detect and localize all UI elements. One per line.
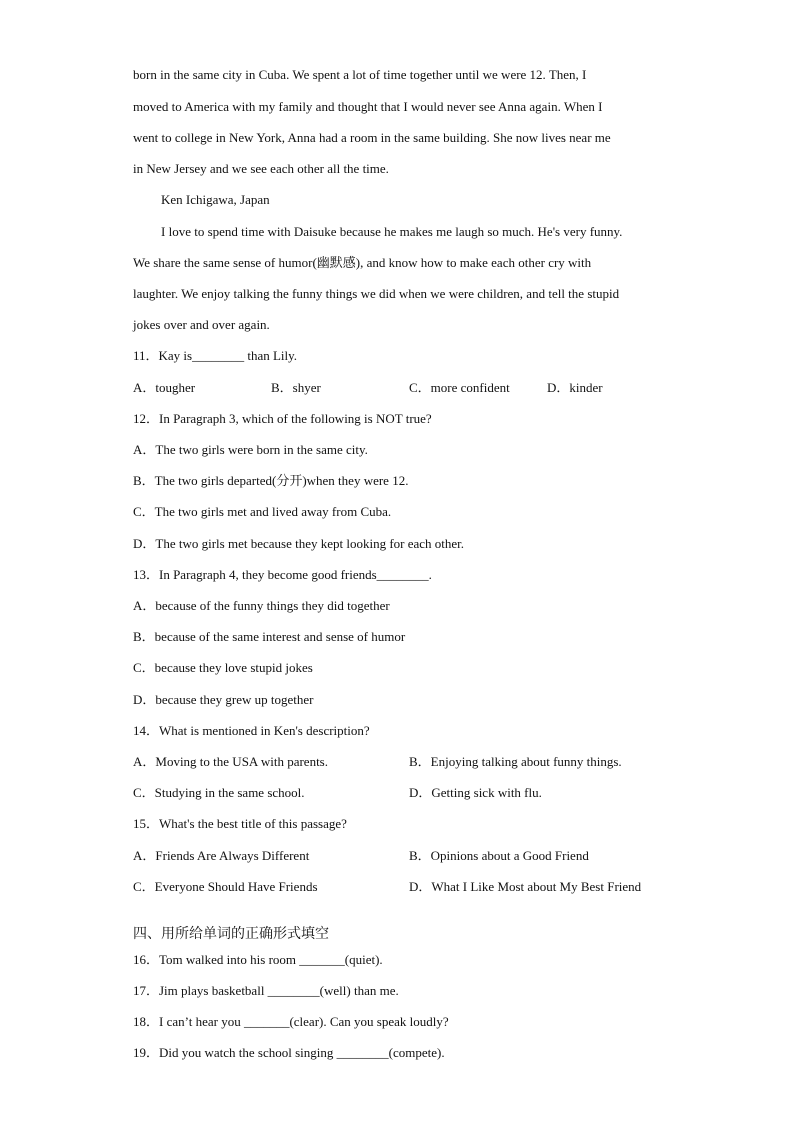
question-stem: 13．In Paragraph 4, they become good friends________. <box>133 567 432 582</box>
fill-in-item: 17．Jim plays basketball ________(well) than me. <box>133 983 399 998</box>
option-b[interactable]: B．Enjoying talking about funny things. <box>409 754 622 769</box>
option-b[interactable]: B．The two girls departed(分开)when they were 12. <box>133 473 409 488</box>
passage-line: in New Jersey and we see each other all the time. <box>133 161 389 176</box>
option-a[interactable]: A．The two girls were born in the same city. <box>133 442 368 457</box>
option-d[interactable]: D．Getting sick with flu. <box>409 785 542 800</box>
question-stem: 14．What is mentioned in Ken's description? <box>133 723 370 738</box>
question-stem: 11．Kay is________ than Lily. <box>133 348 298 363</box>
option-c[interactable]: C．Studying in the same school. <box>133 785 305 800</box>
fill-in-item: 18．I can’t hear you _______(clear). Can you speak loudly? <box>133 1014 449 1029</box>
passage-author: Ken Ichigawa, Japan <box>161 192 270 207</box>
passage-line: We share the same sense of humor(幽默感), and know how to make each other cry with <box>133 255 592 270</box>
option-d[interactable]: D．kinder <box>547 380 603 395</box>
passage-line: I love to spend time with Daisuke because he makes me laugh so much. He's very funny. <box>161 224 623 239</box>
option-a[interactable]: A．Friends Are Always Different <box>133 848 310 863</box>
passage-line: went to college in New York, Anna had a room in the same building. She now lives near me <box>133 130 611 145</box>
fill-in-item: 19．Did you watch the school singing ________(compete). <box>133 1045 445 1060</box>
fill-in-item: 16．Tom walked into his room _______(quiet). <box>133 952 383 967</box>
option-b[interactable]: B．Opinions about a Good Friend <box>409 848 589 863</box>
option-b[interactable]: B．because of the same interest and sense of humor <box>133 629 406 644</box>
passage-line: born in the same city in Cuba. We spent a lot of time together until we were 12. Then, I <box>133 67 587 82</box>
option-c[interactable]: C．more confident <box>409 380 510 395</box>
section-heading: 四、用所给单词的正确形式填空 <box>133 926 329 942</box>
passage-line: laughter. We enjoy talking the funny things we did when we were children, and tell the stupid <box>133 286 620 301</box>
passage-line: jokes over and over again. <box>133 317 270 332</box>
option-c[interactable]: C．because they love stupid jokes <box>133 660 313 675</box>
question-stem: 15．What's the best title of this passage? <box>133 816 347 831</box>
option-c[interactable]: C．The two girls met and lived away from Cuba. <box>133 504 392 519</box>
option-c[interactable]: C．Everyone Should Have Friends <box>133 879 318 894</box>
question-stem: 12．In Paragraph 3, which of the following is NOT true? <box>133 411 432 426</box>
option-d[interactable]: D．The two girls met because they kept looking for each other. <box>133 536 465 551</box>
option-d[interactable]: D．What I Like Most about My Best Friend <box>409 879 642 894</box>
option-a[interactable]: A．tougher <box>133 380 196 395</box>
option-a[interactable]: A．because of the funny things they did together <box>133 598 390 613</box>
option-d[interactable]: D．because they grew up together <box>133 692 314 707</box>
option-a[interactable]: A．Moving to the USA with parents. <box>133 754 328 769</box>
passage-line: moved to America with my family and thought that I would never see Anna again. When I <box>133 99 603 114</box>
option-b[interactable]: B．shyer <box>271 380 321 395</box>
